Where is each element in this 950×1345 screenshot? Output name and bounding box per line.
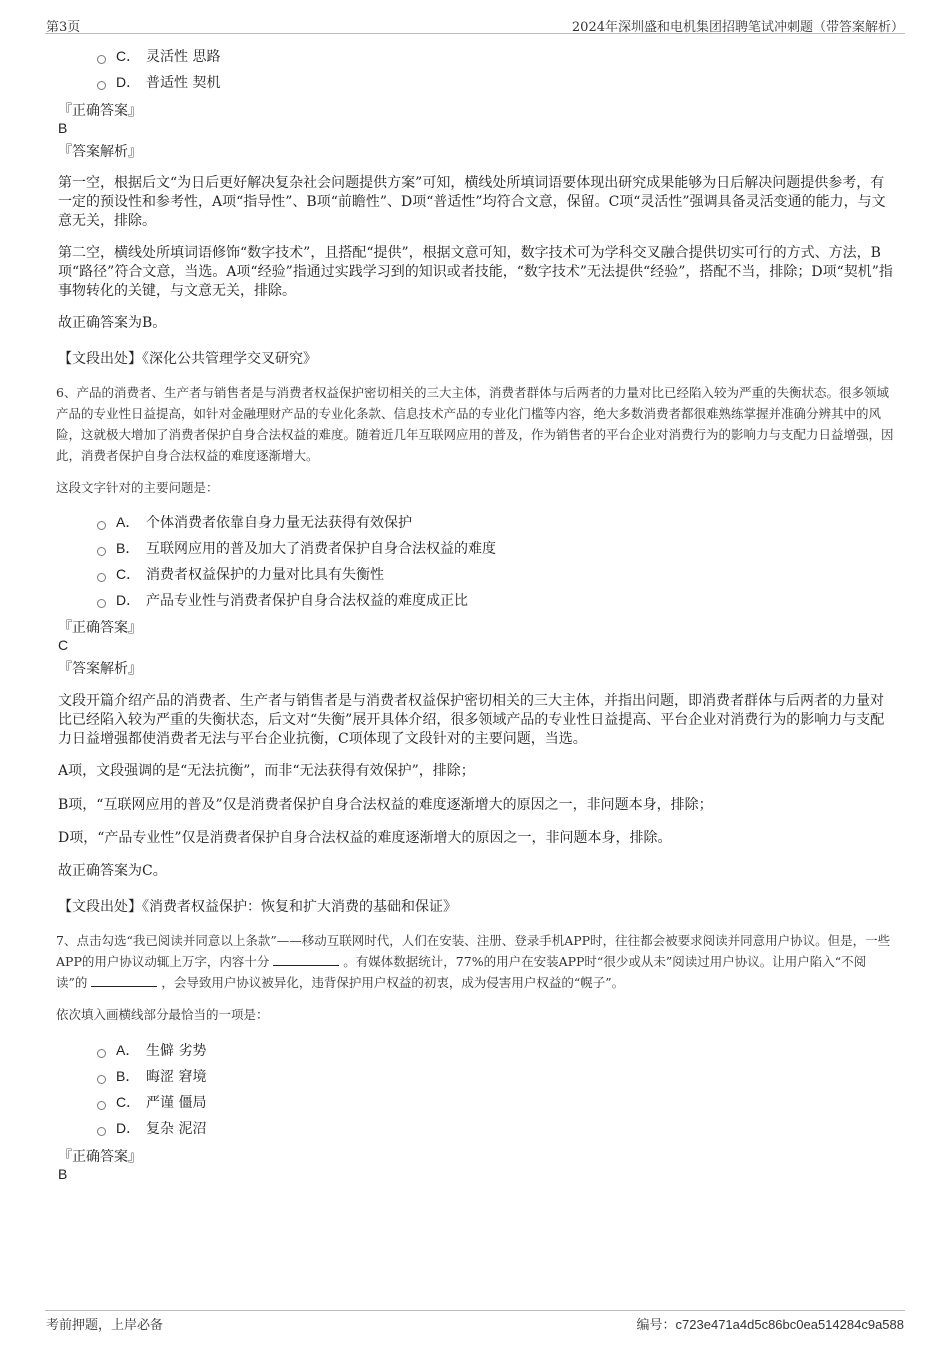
q5-analysis-label: 『答案解析』: [58, 144, 142, 160]
blank-line-1: [273, 953, 339, 966]
document-title: 2024年深圳盛和电机集团招聘笔试冲刺题（带答案解析）: [571, 20, 904, 35]
page-number: 第3页: [46, 20, 81, 35]
radio-icon[interactable]: [97, 547, 106, 556]
option-letter: B．: [116, 1068, 140, 1084]
option-text: 复杂 泥沼: [146, 1121, 207, 1137]
option-letter: B．: [116, 540, 140, 556]
option-text: 个体消费者依靠自身力量无法获得有效保护: [146, 515, 412, 531]
q5-analysis-para-2: 第二空，横线处所填词语修饰“数字技术”，且搭配“提供”，根据文意可知，数字技术可为学科交叉融合提供切实可行的方式、方法，B项“路径”符合文意，当选。A项“经验”指通过实践学习到的知识或者技能，“数字技术”无法提供“经验”，搭配不当，排除；D项“契机”指事物转化的关键，与文意无关，排除。: [58, 245, 893, 299]
radio-icon[interactable]: [97, 521, 106, 530]
q6-option-b[interactable]: [97, 538, 496, 558]
option-text: 互联网应用的普及加大了消费者保护自身合法权益的难度: [146, 541, 496, 557]
q6-analysis-para-a: A项，文段强调的是“无法抗衡”，而非“无法获得有效保护”，排除；: [58, 763, 475, 779]
radio-icon[interactable]: [97, 1075, 106, 1084]
radio-icon[interactable]: [97, 81, 106, 90]
q6-option-d[interactable]: [97, 590, 468, 610]
option-letter: D．: [116, 592, 141, 608]
q6-analysis-para-1: 文段开篇介绍产品的消费者、生产者与销售者是与消费者权益保护密切相关的三大主体，并指出问题，即消费者群体与后两者的力量对比已经陷入较为严重的失衡状态，后文对“失衡”展开具体介绍，很多领域产品的专业性日益提高、平台企业对消费行为的影响力与支配力日益增强都使消费者无法与平台企业抗衡，C项体现了文段针对的主要问题，当选。: [58, 693, 885, 747]
q5-option-c[interactable]: [97, 46, 220, 66]
q6-answer-label: 『正确答案』: [58, 620, 142, 636]
footer-slogan: 考前押题，上岸必备: [46, 1318, 164, 1333]
footer-code-value: c723e471a4d5c86bc0ea514284c9a588: [675, 1317, 904, 1332]
option-letter: A．: [116, 514, 140, 530]
radio-icon[interactable]: [97, 1049, 106, 1058]
option-letter: D．: [116, 74, 141, 90]
q6-answer: C: [58, 637, 69, 653]
blank-line-2: [91, 974, 157, 987]
q5-answer: B: [58, 120, 68, 136]
q7-option-b[interactable]: [97, 1066, 206, 1086]
q7-option-c[interactable]: [97, 1092, 206, 1112]
option-text: 生僻 劣势: [146, 1043, 207, 1059]
q7-stem-part-2: 。有媒体数据统计，77%的用户在安装APP时“很少或从未”阅读过用户协议。让用户陷入“不阅读”的: [56, 954, 867, 990]
q6-source: 【文段出处】《消费者权益保护：恢复和扩大消费的基础和保证》: [58, 899, 457, 915]
q7-stem: [56, 930, 896, 993]
q7-option-d[interactable]: [97, 1118, 206, 1138]
option-text: 产品专业性与消费者保护自身合法权益的难度成正比: [146, 593, 468, 609]
q7-stem-part-3: ，会导致用户协议被异化，违背保护用户权益的初衷，成为侵害用户权益的“幌子”。: [157, 975, 625, 990]
q6-analysis-para-b: B项，“互联网应用的普及”仅是消费者保护自身合法权益的难度逐渐增大的原因之一，非问题本身，排除；: [58, 797, 713, 813]
q6-analysis-conclusion: 故正确答案为C。: [58, 863, 167, 879]
q5-analysis-conclusion: 故正确答案为B。: [58, 315, 167, 331]
option-letter: A．: [116, 1042, 140, 1058]
q6-analysis-para-d: D项，“产品专业性”仅是消费者保护自身合法权益的难度逐渐增大的原因之一，非问题本身，排除。: [58, 830, 672, 846]
q6-option-c[interactable]: [97, 564, 384, 584]
q7-answer-label: 『正确答案』: [58, 1149, 142, 1165]
q5-option-d[interactable]: [97, 72, 220, 92]
option-letter: C．: [116, 48, 141, 64]
q5-source: 【文段出处】《深化公共管理学交叉研究》: [58, 351, 317, 367]
radio-icon[interactable]: [97, 55, 106, 64]
q6-question: 这段文字针对的主要问题是：: [56, 480, 219, 495]
option-letter: D．: [116, 1120, 141, 1136]
option-letter: C．: [116, 566, 141, 582]
radio-icon[interactable]: [97, 573, 106, 582]
header-divider: [45, 33, 905, 34]
footer-code: [637, 1314, 904, 1333]
footer-divider: [45, 1310, 905, 1311]
q5-answer-label: 『正确答案』: [58, 103, 142, 119]
q6-option-a[interactable]: [97, 512, 412, 532]
option-text: 灵活性 思路: [146, 49, 221, 65]
q6-analysis-label: 『答案解析』: [58, 661, 142, 677]
q7-question: 依次填入画横线部分最恰当的一项是：: [56, 1007, 269, 1022]
radio-icon[interactable]: [97, 599, 106, 608]
radio-icon[interactable]: [97, 1127, 106, 1136]
q7-stem-part-1: 7、点击勾选“我已阅读并同意以上条款”——移动互联网时代，人们在安装、注册、登录手机APP时，往往都会被要求阅读并同意用户协议。但是，一些APP的用户协议动辄上万字，内容十分: [56, 933, 891, 969]
q7-answer: B: [58, 1166, 68, 1182]
q7-option-a[interactable]: [97, 1040, 206, 1060]
q5-analysis-para-1: 第一空，根据后文“为日后更好解决复杂社会问题提供方案”可知，横线处所填词语要体现出研究成果能够为日后解决问题提供参考，有一定的预设性和参考性，A项“指导性”、B项“前瞻性”、D项“普适性”均符合文意，保留。C项“灵活性”强调具备灵活变通的能力，与文意无关，排除。: [58, 175, 886, 229]
option-text: 严谨 僵局: [146, 1095, 207, 1111]
option-text: 晦涩 窘境: [146, 1069, 207, 1085]
option-text: 消费者权益保护的力量对比具有失衡性: [146, 567, 384, 583]
radio-icon[interactable]: [97, 1101, 106, 1110]
option-text: 普适性 契机: [146, 75, 221, 91]
q6-stem: 6、产品的消费者、生产者与销售者是与消费者权益保护密切相关的三大主体，消费者群体与后两者的力量对比已经陷入较为严重的失衡状态。很多领域产品的专业性日益提高，如针对金融理财产品的专业化条款、信息技术产品的专业化门槛等内容，绝大多数消费者都很难熟练掌握并准确分辨其中的风险，这就极大增加了消费者保护自身合法权益的难度。随着近几年互联网应用的普及，作为销售者的平台企业对消费行为的影响力与支配力日益增强，因此，消费者保护自身合法权益的难度逐渐增大。: [56, 385, 894, 463]
footer-code-label: 编号：: [636, 1318, 676, 1333]
option-letter: C．: [116, 1094, 141, 1110]
